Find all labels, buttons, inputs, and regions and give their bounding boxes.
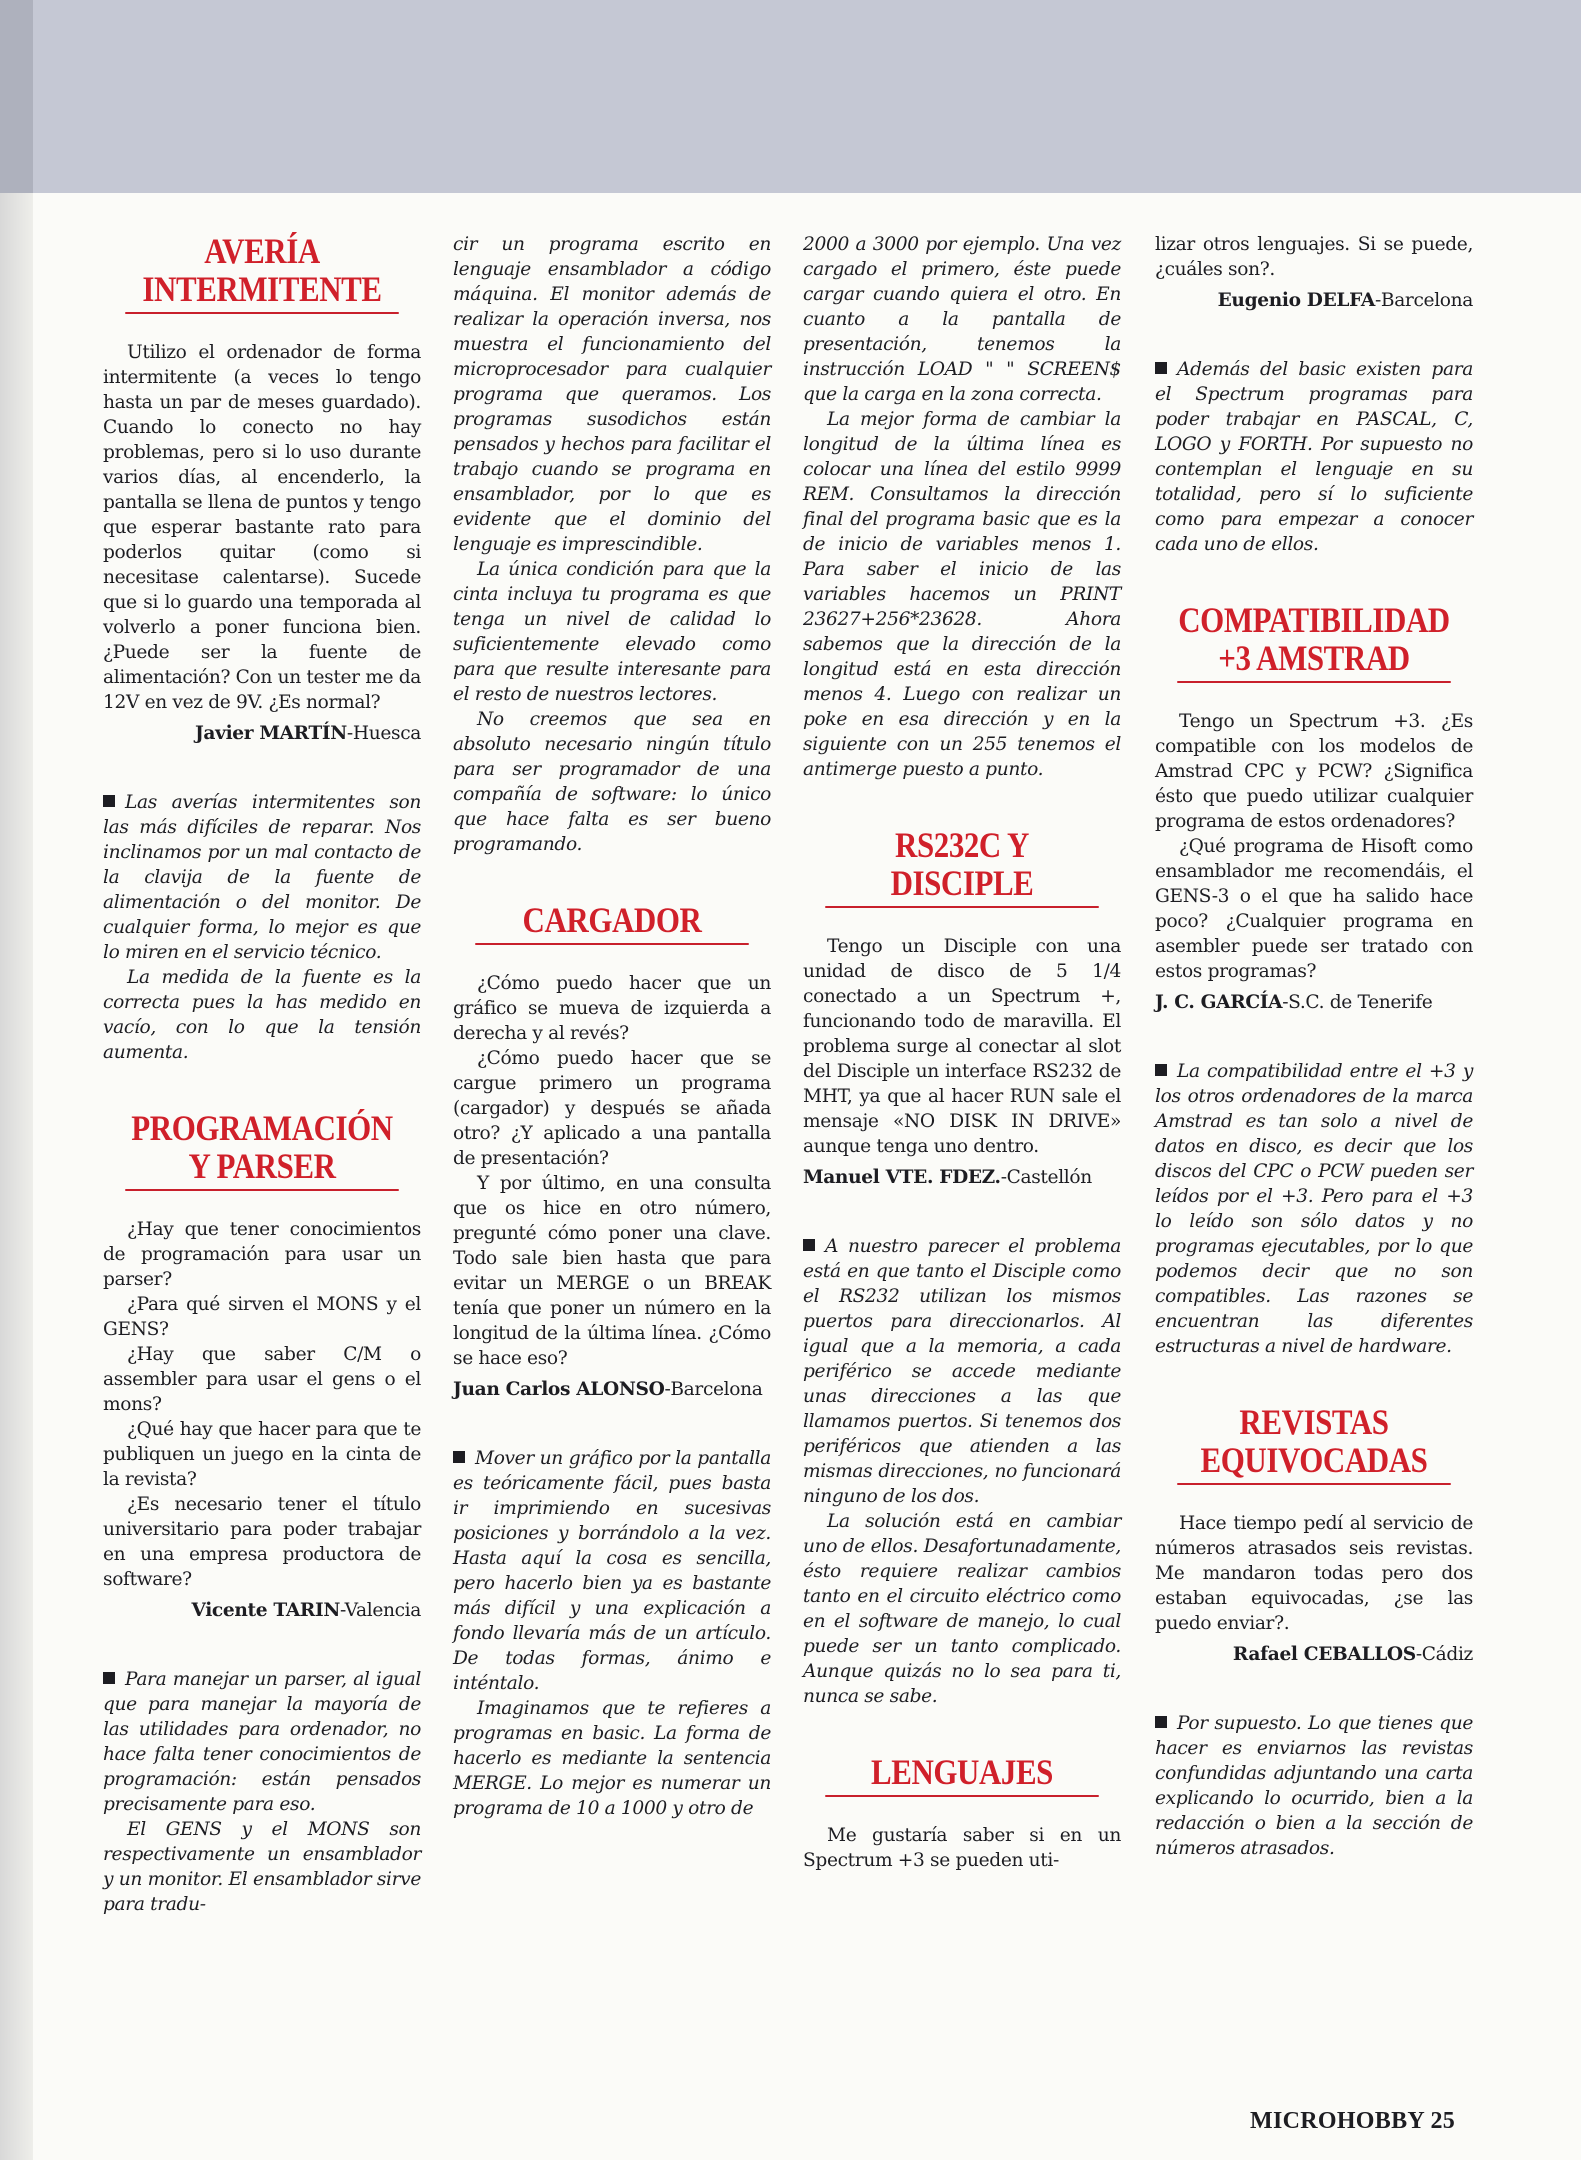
answer-paragraph [453,1446,771,1696]
answer-paragraph [803,407,1121,782]
letter-paragraph-text: ¿Cómo puedo hacer que un gráfico se mueva de izquierda a derecha y al revés? [453,973,771,1044]
answer-paragraph-text: La solución está en cambiar uno de ellos. Desafortunadamente, ésto requiere realizar cambios tanto en el circuito eléctrico como en el software de manejo, lo cual puede ser un tanto complicado. Aunque quizás no lo sea para ti, nunca se sabe. [803,1511,1121,1707]
letter-paragraph-text: ¿Hay que saber C/M o assembler para usar el gens o el mons? [103,1344,421,1415]
answer-paragraph-text: El GENS y el MONS son respectivamente un ensamblador y un monitor. El ensamblador sirve para tradu- [103,1819,421,1915]
reader-location: -Barcelona [1374,290,1473,311]
letter-paragraph-text: ¿Cómo puedo hacer que se cargue primero un programa (cargador) y después se añada otro? ¿Y aplicado a una pantalla de presentación? [453,1048,771,1169]
section-heading [825,1753,1098,1797]
reader-signature [453,1377,771,1402]
page-number: 25 [1430,2108,1456,2134]
section-heading [1177,601,1450,683]
letter-paragraph [103,1217,421,1292]
letter-paragraph [1155,232,1473,282]
section-heading-line: REVISTAS [1239,1402,1389,1442]
answer-paragraph-text: La única condición para que la cinta incluya tu programa es que tenga un nivel de calidad lo suficientemente elevado como para que resulte interesante para el resto de nuestros lectores. [453,559,771,705]
answer-paragraph-text: A nuestro parecer el problema está en que tanto el Disciple como el RS232 utilizan los mismos puertos para direccionarlos. Al igual que a la memoria, a cada periférico se accede mediante unas direcciones a las que llamamos puertos. Si tenemos dos periféricos que atienden a las mismas direcciones, no funcionará ninguno de los dos. [803,1236,1121,1507]
letter-paragraph-text: ¿Hay que tener conocimientos de programación para usar un parser? [103,1219,421,1290]
reader-name: Juan Carlos ALONSO [453,1379,665,1400]
column-4 [1155,232,1473,1861]
section-heading [125,1109,398,1191]
section-heading-line: AVERÍA [204,231,320,271]
section-heading-line: Y PARSER [188,1146,336,1186]
letter-paragraph-text: Tengo un Spectrum +3. ¿Es compatible con los modelos de Amstrad CPC y PCW? ¿Significa ésto que puedo utilizar cualquier programa de estos ordenadores? [1155,711,1473,832]
section-heading-line: CARGADOR [522,900,702,940]
answer-bullet-icon [1155,1064,1167,1076]
reader-location: -Valencia [340,1600,421,1621]
letter-paragraph-text: ¿Para qué sirven el MONS y el GENS? [103,1294,421,1340]
page-footer [1250,2108,1455,2135]
section-heading-line: COMPATIBILIDAD [1178,600,1450,640]
letter-paragraph [103,1417,421,1492]
reader-signature [1155,990,1473,1015]
answer-bullet-icon [103,795,115,807]
page-gutter-top [0,0,33,193]
answer-paragraph [103,1817,421,1917]
letter-paragraph [1155,709,1473,834]
letter-paragraph-text: lizar otros lenguajes. Si se puede, ¿cuáles son?. [1155,234,1473,280]
reader-location: -Castellón [1000,1167,1092,1188]
answer-paragraph [803,1234,1121,1509]
column-2 [453,232,771,1821]
answer-bullet-icon [803,1239,815,1251]
reader-location: -Huesca [346,723,421,744]
answer-paragraph-text: cir un programa escrito en lenguaje ensamblador a código máquina. El monitor además de realizar la operación inversa, nos muestra el funcionamiento del microprocesador para cualquier programa que queramos. Los programas susodichos están pensados y hechos para facilitar el trabajo cuando se programa en ensamblador, por lo que es evidente que el dominio del lenguaje es imprescindible. [453,234,771,555]
top-color-band [0,0,1581,193]
answer-bullet-icon [453,1451,465,1463]
letter-paragraph [453,1046,771,1171]
answer-paragraph [803,232,1121,407]
reader-name: J. C. GARCÍA [1155,992,1283,1013]
letter-paragraph [103,1292,421,1342]
section-heading-line: +3 AMSTRAD [1218,638,1410,678]
letter-paragraph [103,1342,421,1417]
section-heading-line: PROGRAMACIÓN [131,1108,393,1148]
letter-paragraph-text: Utilizo el ordenador de forma intermitente (a veces lo tengo hasta un par de meses guardado). Cuando lo conecto no hay problemas, pero si lo uso durante varios días, al encenderlo, la pantalla se llena de puntos y tengo que esperar bastante rato para poderlos quitar (como si necesitase calentarse). Sucede que si lo guardo una temporada al volverlo a poner funciona bien. ¿Puede ser la fuente de alimentación? Con un tester me da 12V en vez de 9V. ¿Es normal? [103,342,421,713]
letter-paragraph [803,934,1121,1159]
section-heading-line: RS232C Y DISCIPLE [890,825,1034,903]
answer-paragraph-text: La medida de la fuente es la correcta pues la has medido en vacío, con lo que la tensión aumenta. [103,967,421,1063]
answer-paragraph-text: La mejor forma de cambiar la longitud de la última línea es colocar una línea del estilo 9999 REM. Consultamos la dirección final del programa basic que es la de inicio de variables menos 1. Para saber el inicio de las variables hacemos un PRINT 23627+256*23628. Ahora sabemos que la dirección de la longitud está en esta dirección menos 4. Luego con realizar un poke en esa dirección y en la siguiente con un 255 tenemos el antimerge puesto a punto. [803,409,1121,780]
reader-signature [103,1598,421,1623]
section-heading-line: INTERMITENTE [142,269,382,309]
reader-name: Manuel VTE. FDEZ. [803,1167,1001,1188]
answer-paragraph [103,790,421,965]
answer-paragraph-text: Además del basic existen para el Spectrum programas para poder trabajar en PASCAL, C, LOGO y FORTH. Por supuesto no contemplan el lenguaje en su totalidad, pero sí lo suficiente como para empezar a conocer cada uno de ellos. [1155,359,1473,555]
answer-paragraph-text: No creemos que sea en absoluto necesario ningún título para ser programador de una compañía de software: lo único que hace falta es ser bueno programando. [453,709,771,855]
reader-signature [1155,288,1473,313]
letter-paragraph [103,340,421,715]
letter-paragraph [803,1823,1121,1873]
answer-paragraph [1155,357,1473,557]
answer-paragraph-text: Las averías intermitentes son las más difíciles de reparar. Nos inclinamos por un mal contacto de la clavija de la fuente de alimentación o del monitor. De cualquier forma, lo mejor es que lo miren en el servicio técnico. [103,792,421,963]
letter-paragraph-text: ¿Qué programa de Hisoft como ensamblador me recomendáis, el GENS-3 o el que ha salido hace poco? ¿Cualquier programa en asembler puede ser tratado con estos programas? [1155,836,1473,982]
answer-paragraph [453,707,771,857]
section-heading [475,901,748,945]
letter-paragraph [1155,834,1473,984]
reader-signature [103,721,421,746]
letter-paragraph [453,1171,771,1371]
page-gutter [0,0,33,2160]
magazine-name: MICROHOBBY [1250,2108,1425,2134]
answer-paragraph-text: Por supuesto. Lo que tienes que hacer es enviarnos las revistas confundidas adjuntando una carta explicando lo ocurrido, bien a la redacción o bien a la sección de números atrasados. [1155,1713,1473,1859]
reader-signature [803,1165,1121,1190]
reader-signature [1155,1642,1473,1667]
letter-paragraph [453,971,771,1046]
column-1 [103,232,421,1917]
reader-location: -S.C. de Tenerife [1282,992,1433,1013]
letter-paragraph-text: Me gustaría saber si en un Spectrum +3 se pueden uti- [803,1825,1121,1871]
answer-paragraph-text: Para manejar un parser, al igual que para manejar la mayoría de las utilidades para ordenador, no hace falta tener conocimientos de programación: están pensados precisamente para eso. [103,1669,421,1815]
letter-paragraph-text: ¿Es necesario tener el título universitario para poder trabajar en una empresa productora de software? [103,1494,421,1590]
reader-location: -Cádiz [1415,1644,1473,1665]
answer-paragraph [453,557,771,707]
answer-paragraph-text: Imaginamos que te refieres a programas en basic. La forma de hacerlo es mediante la sentencia MERGE. Lo mejor es numerar un programa de 10 a 1000 y otro de [453,1698,771,1819]
answer-paragraph [1155,1059,1473,1359]
reader-location: -Barcelona [664,1379,763,1400]
letter-paragraph-text: Hace tiempo pedí al servicio de números atrasados seis revistas. Me mandaron todas pero dos estaban equivocadas, ¿se las puedo enviar?. [1155,1513,1473,1634]
reader-name: Rafael CEBALLOS [1232,1644,1416,1665]
section-heading [825,826,1098,908]
answer-paragraph [453,232,771,557]
answer-paragraph [103,1667,421,1817]
answer-paragraph-text: Mover un gráfico por la pantalla es teóricamente fácil, pues basta ir imprimiendo en sucesivas posiciones y borrándolo a la vez. Hasta aquí la cosa es sencilla, pero hacerlo bien ya es bastante más difícil y una explicación a fondo llevaría más de un artículo. De todas formas, ánimo e inténtalo. [453,1448,771,1694]
answer-paragraph [453,1696,771,1821]
reader-name: Eugenio DELFA [1217,290,1375,311]
letter-paragraph-text: Y por último, en una consulta que os hice en otro número, pregunté cómo poner una clave. Todo sale bien hasta que para evitar un MERGE o un BREAK tenía que poner un número en la longitud de la última línea. ¿Cómo se hace eso? [453,1173,771,1369]
reader-name: Javier MARTÍN [194,723,347,744]
letter-paragraph-text: ¿Qué hay que hacer para que te publiquen un juego en la cinta de la revista? [103,1419,421,1490]
letter-paragraph [1155,1511,1473,1636]
answer-bullet-icon [103,1672,115,1684]
section-heading-line: LENGUAJES [871,1752,1053,1792]
section-heading-line: EQUIVOCADAS [1200,1440,1428,1480]
reader-name: Vicente TARIN [191,1600,341,1621]
answer-paragraph-text: La compatibilidad entre el +3 y los otros ordenadores de la marca Amstrad es tan solo a nivel de datos en disco, es decir que los discos del CPC o PCW pueden ser leídos por el +3. Pero para el +3 lo leído son sólo datos y no programas ejecutables, por lo que podemos decir que no son compatibles. Las razones se encuentran las diferentes estructuras a nivel de hardware. [1155,1061,1473,1357]
answer-bullet-icon [1155,362,1167,374]
answer-paragraph [103,965,421,1065]
answer-bullet-icon [1155,1716,1167,1728]
answer-paragraph [1155,1711,1473,1861]
letter-paragraph [103,1492,421,1592]
letter-paragraph-text: Tengo un Disciple con una unidad de disco de 5 1/4 conectado a un Spectrum +, funcionando todo de maravilla. El problema surge al conectar al slot del Disciple un interface RS232 de MHT, ya que al hacer RUN sale el mensaje «NO DISK IN DRIVE» aunque tenga uno dentro. [803,936,1121,1157]
section-heading [125,232,398,314]
answer-paragraph [803,1509,1121,1709]
section-heading [1177,1403,1450,1485]
answer-paragraph-text: 2000 a 3000 por ejemplo. Una vez cargado el primero, éste puede cargar cuando quiera el otro. En cuanto a la pantalla de presentación, tenemos la instrucción LOAD " " SCREEN$ que la carga en la zona correcta. [803,234,1121,405]
column-3 [803,232,1121,1873]
